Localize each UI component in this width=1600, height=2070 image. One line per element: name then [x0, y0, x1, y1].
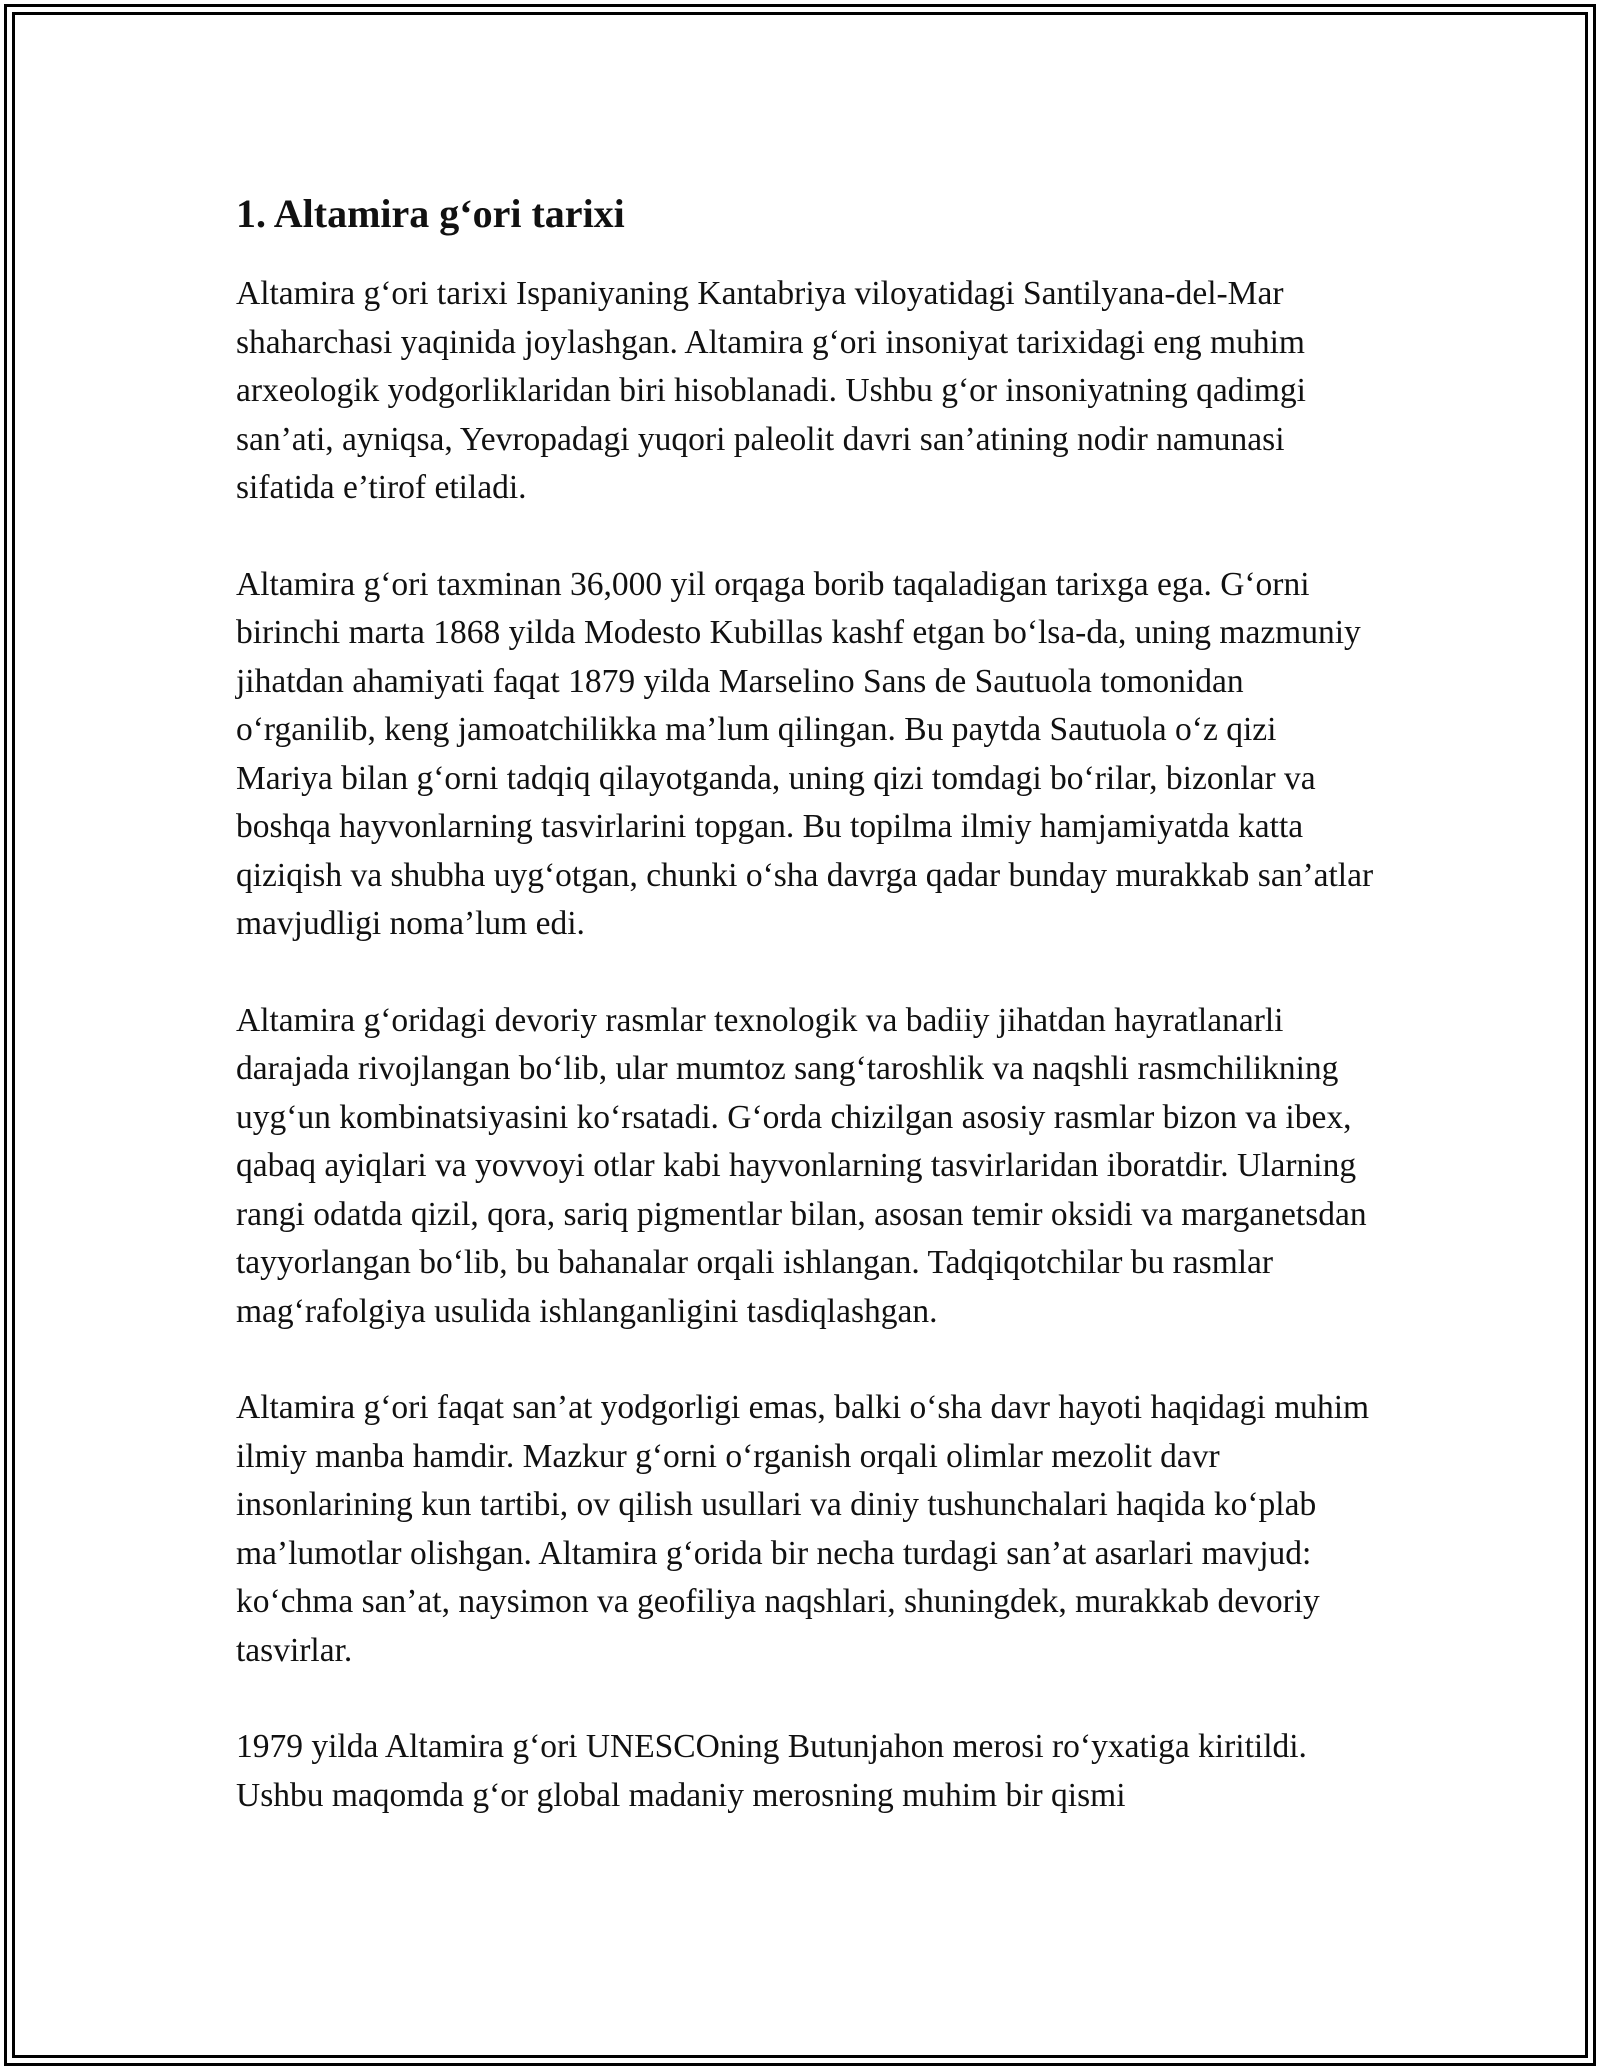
section-heading: 1. Altamira g‘ori tarixi — [236, 191, 625, 236]
paragraph-discovery: Altamira g‘ori taxminan 36,000 yil orqaga borib taqaladigan tarixga ega. G‘orni birinchi marta 1868 yilda Modesto Kubillas kashf etgan bo‘lsa-da, uning mazmuniy jihatdan ahamiyati faqat 1879 yilda Marselino Sans de Sautuola tomonidan o‘rganilib, keng jamoatchilikka ma’lum qilingan. Bu paytda Sautuola o‘z qizi Mariya bilan g‘orni tadqiq qilayotganda, uning qizi tomdagi bo‘rilar, bizonlar va boshqa hayvonlarning tasvirlarini topgan. Bu topilma ilmiy hamjamiyatda katta qiziqish va shubha uyg‘otgan, chunki o‘sha davrga qadar bunday murakkab san’atlar mavjudligi noma’lum edi. — [236, 565, 1374, 942]
paragraph-paintings: Altamira g‘oridagi devoriy rasmlar texnologik va badiiy jihatdan hayratlanarli darajada rivojlangan bo‘lib, ular mumtoz sang‘taroshlik va naqshli rasmchilikning uyg‘un kombinatsiyasini ko‘rsatadi. G‘orda chizilgan asosiy rasmlar bizon va ibex, qabaq ayiqlari va yovvoyi otlar kabi hayvonlarning tasvirlaridan iboratdir. Ularning rangi odatda qizil, qora, sariq pigmentlar bilan, asosan temir oksidi va marganetsdan tayyorlangan bo‘lib, bu bahanalar orqali ishlangan. Tadqiqotchilar bu rasmlar mag‘rafolgiya usulida ishlanganligini tasdiqlashgan. — [236, 1001, 1367, 1330]
paragraph-location: Altamira g‘ori tarixi Ispaniyaning Kantabriya viloyatidagi Santilyana-del-Mar shaharchasi yaqinida joylashgan. Altamira g‘ori insoniyat tarixidagi eng muhim arxeologik yodgorliklaridan biri hisoblanadi. Ushbu g‘or insoniyatning qadimgi san’ati, ayniqsa, Yevropadagi yuqori paleolit davri san’atining nodir namunasi sifatida e’tirof etiladi. — [236, 275, 1306, 506]
paragraph-unesco: 1979 yilda Altamira g‘ori UNESCOning Butunjahon merosi ro‘yxatiga kiritildi. Ushbu maqomda g‘or global madaniy merosning muhim bir qismi — [236, 1728, 1307, 1814]
paragraph-scientific-value: Altamira g‘ori faqat san’at yodgorligi emas, balki o‘sha davr hayoti haqidagi muhim ilmiy manba hamdir. Mazkur g‘orni o‘rganish orqali olimlar mezolit davr insonlarining kun tartibi, ov qilish usullari va diniy tushunchalari haqida ko‘plab ma’lumotlar olishgan. Altamira g‘orida bir necha turdagi san’at asarlari mavjud: ko‘chma san’at, naysimon va geofiliya naqshlari, shuningdek, murakkab devoriy tasvirlar. — [236, 1389, 1370, 1669]
document-body — [236, 188, 1376, 1868]
